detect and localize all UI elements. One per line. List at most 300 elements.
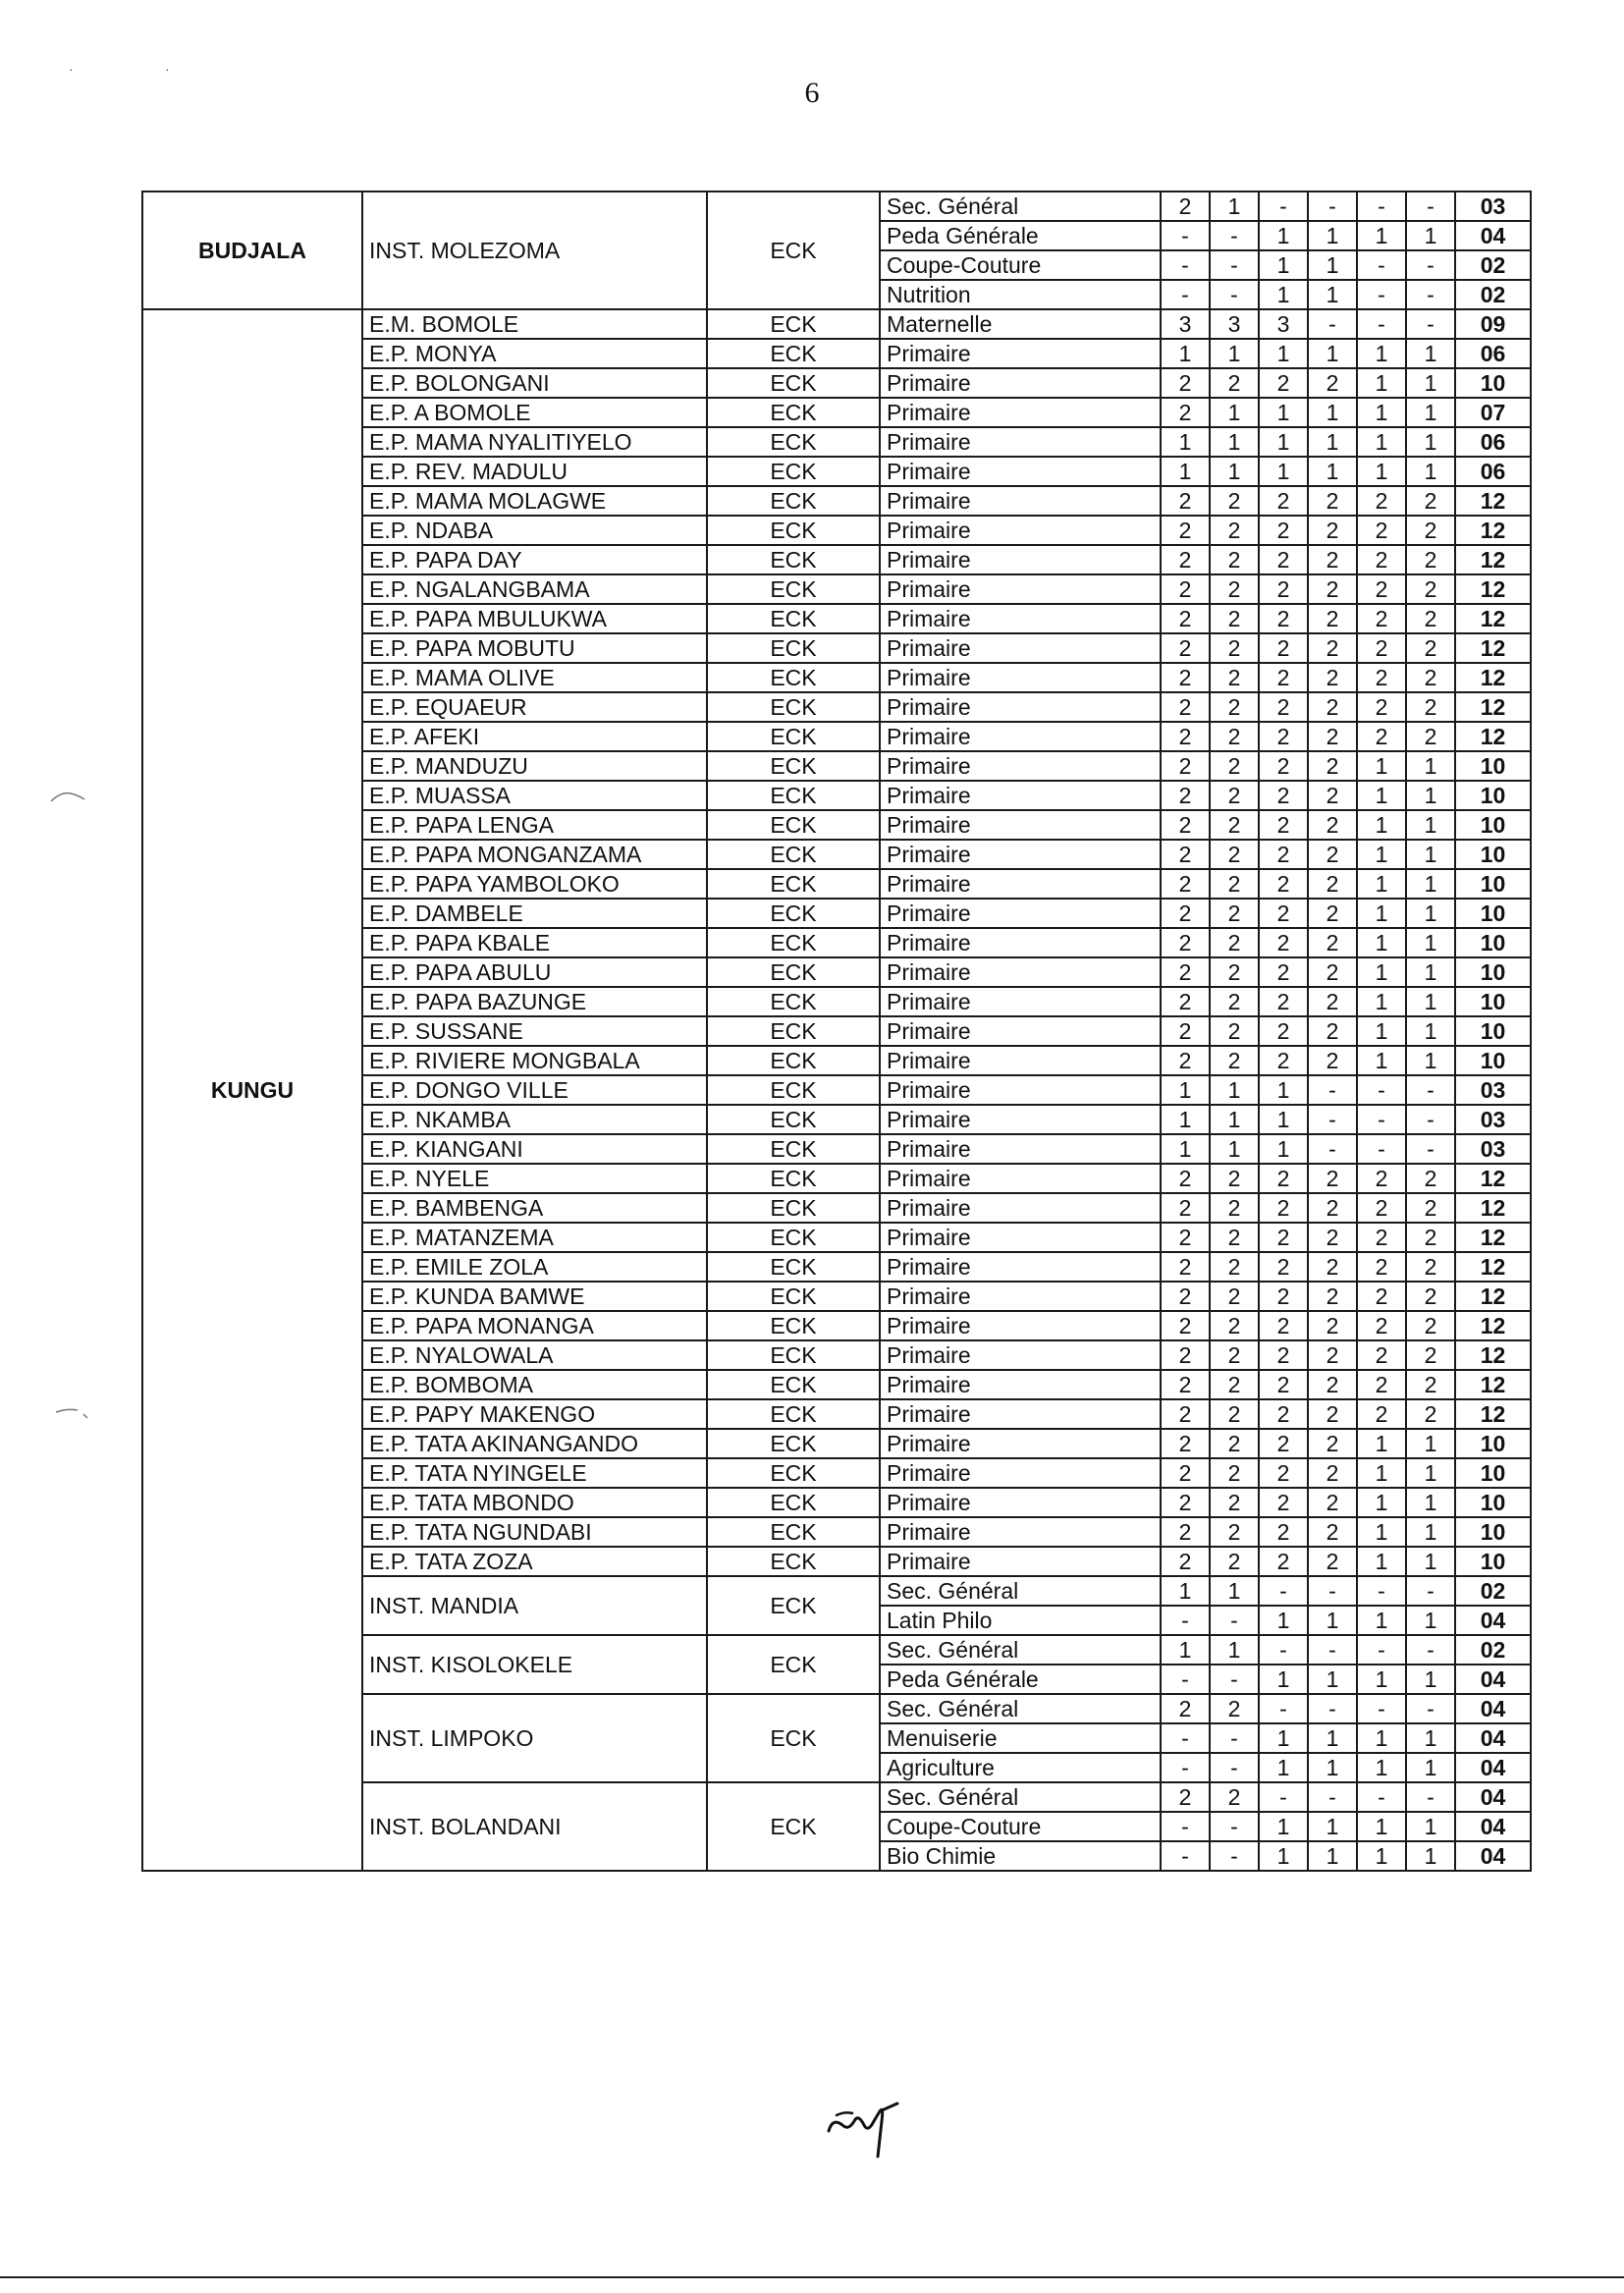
class-count-cell: 2: [1406, 1340, 1455, 1370]
class-count-cell: 2: [1161, 781, 1210, 810]
school-name-cell: E.P. DAMBELE: [362, 899, 707, 928]
option-cell: Primaire: [880, 545, 1161, 574]
school-name-cell: INST. MOLEZOMA: [362, 191, 707, 309]
class-count-cell: -: [1357, 1694, 1406, 1723]
total-cell: 03: [1455, 1105, 1531, 1134]
class-count-cell: 2: [1308, 957, 1357, 987]
class-count-cell: 1: [1210, 191, 1259, 221]
option-cell: Sec. Général: [880, 1635, 1161, 1665]
class-count-cell: -: [1308, 191, 1357, 221]
class-count-cell: 1: [1210, 1134, 1259, 1164]
regime-cell: ECK: [707, 368, 880, 398]
class-count-cell: 2: [1161, 1016, 1210, 1046]
option-cell: Primaire: [880, 1547, 1161, 1576]
class-count-cell: 1: [1357, 1547, 1406, 1576]
regime-cell: ECK: [707, 1193, 880, 1223]
regime-cell: ECK: [707, 427, 880, 457]
class-count-cell: -: [1210, 1723, 1259, 1753]
signature-initials: [823, 2092, 911, 2160]
class-count-cell: -: [1357, 1635, 1406, 1665]
class-count-cell: 2: [1210, 1782, 1259, 1812]
option-cell: Primaire: [880, 1046, 1161, 1075]
school-name-cell: E.P. NYELE: [362, 1164, 707, 1193]
class-count-cell: 1: [1406, 1517, 1455, 1547]
option-cell: Primaire: [880, 692, 1161, 722]
class-count-cell: 2: [1308, 574, 1357, 604]
class-count-cell: 1: [1308, 250, 1357, 280]
class-count-cell: 1: [1357, 1812, 1406, 1841]
class-count-cell: 1: [1210, 1635, 1259, 1665]
school-name-cell: E.P. MAMA MOLAGWE: [362, 486, 707, 516]
class-count-cell: 1: [1259, 1665, 1308, 1694]
bottom-rule: [0, 2276, 1624, 2278]
class-count-cell: 2: [1308, 1399, 1357, 1429]
option-cell: Primaire: [880, 663, 1161, 692]
total-cell: 02: [1455, 1576, 1531, 1606]
school-name-cell: E.P. EQUAEUR: [362, 692, 707, 722]
class-count-cell: 2: [1357, 545, 1406, 574]
class-count-cell: -: [1210, 1606, 1259, 1635]
class-count-cell: 1: [1357, 1723, 1406, 1753]
class-count-cell: 1: [1357, 1016, 1406, 1046]
class-count-cell: 1: [1161, 1075, 1210, 1105]
option-cell: Primaire: [880, 869, 1161, 899]
class-count-cell: 1: [1406, 339, 1455, 368]
class-count-cell: 2: [1308, 1282, 1357, 1311]
total-cell: 04: [1455, 1665, 1531, 1694]
option-cell: Primaire: [880, 840, 1161, 869]
option-cell: Primaire: [880, 899, 1161, 928]
class-count-cell: -: [1406, 1576, 1455, 1606]
class-count-cell: 2: [1259, 1370, 1308, 1399]
class-count-cell: 2: [1308, 1547, 1357, 1576]
class-count-cell: 2: [1210, 1282, 1259, 1311]
class-count-cell: 2: [1357, 1370, 1406, 1399]
option-cell: Primaire: [880, 1370, 1161, 1399]
class-count-cell: -: [1210, 221, 1259, 250]
class-count-cell: 1: [1161, 1134, 1210, 1164]
scan-speck: ·: [165, 61, 170, 77]
class-count-cell: 1: [1161, 457, 1210, 486]
class-count-cell: 2: [1161, 663, 1210, 692]
class-count-cell: 2: [1161, 751, 1210, 781]
total-cell: 12: [1455, 663, 1531, 692]
scan-speck: ·: [69, 61, 74, 77]
class-count-cell: -: [1161, 221, 1210, 250]
class-count-cell: 2: [1308, 1370, 1357, 1399]
class-count-cell: 2: [1308, 928, 1357, 957]
class-count-cell: -: [1406, 1075, 1455, 1105]
class-count-cell: 1: [1161, 1635, 1210, 1665]
class-count-cell: 2: [1161, 957, 1210, 987]
class-count-cell: 1: [1406, 751, 1455, 781]
class-count-cell: -: [1357, 191, 1406, 221]
option-cell: Menuiserie: [880, 1723, 1161, 1753]
class-count-cell: 2: [1259, 1547, 1308, 1576]
class-count-cell: 1: [1308, 1665, 1357, 1694]
class-count-cell: 1: [1357, 398, 1406, 427]
school-name-cell: E.P. MONYA: [362, 339, 707, 368]
class-count-cell: 1: [1406, 869, 1455, 899]
total-cell: 12: [1455, 692, 1531, 722]
class-count-cell: -: [1308, 1782, 1357, 1812]
class-count-cell: 2: [1161, 840, 1210, 869]
class-count-cell: 2: [1308, 1016, 1357, 1046]
class-count-cell: 1: [1406, 987, 1455, 1016]
class-count-cell: 2: [1161, 869, 1210, 899]
regime-cell: ECK: [707, 1517, 880, 1547]
total-cell: 12: [1455, 516, 1531, 545]
class-count-cell: 2: [1406, 1370, 1455, 1399]
class-count-cell: -: [1308, 1694, 1357, 1723]
class-count-cell: 1: [1259, 1075, 1308, 1105]
class-count-cell: 2: [1406, 516, 1455, 545]
class-count-cell: -: [1210, 1753, 1259, 1782]
regime-cell: ECK: [707, 191, 880, 309]
option-cell: Primaire: [880, 574, 1161, 604]
school-name-cell: E.P. MANDUZU: [362, 751, 707, 781]
class-count-cell: -: [1161, 1841, 1210, 1871]
class-count-cell: 2: [1210, 751, 1259, 781]
option-cell: Primaire: [880, 957, 1161, 987]
option-cell: Latin Philo: [880, 1606, 1161, 1635]
regime-cell: ECK: [707, 1340, 880, 1370]
class-count-cell: 1: [1357, 1606, 1406, 1635]
option-cell: Primaire: [880, 398, 1161, 427]
class-count-cell: 1: [1259, 339, 1308, 368]
school-name-cell: E.P. TATA ZOZA: [362, 1547, 707, 1576]
class-count-cell: -: [1357, 1105, 1406, 1134]
regime-cell: ECK: [707, 692, 880, 722]
class-count-cell: 1: [1406, 457, 1455, 486]
class-count-cell: -: [1161, 1723, 1210, 1753]
class-count-cell: 1: [1259, 1134, 1308, 1164]
total-cell: 04: [1455, 1606, 1531, 1635]
total-cell: 12: [1455, 1193, 1531, 1223]
class-count-cell: 2: [1161, 1223, 1210, 1252]
option-cell: Bio Chimie: [880, 1841, 1161, 1871]
class-count-cell: 2: [1161, 722, 1210, 751]
class-count-cell: 2: [1308, 1164, 1357, 1193]
class-count-cell: 1: [1357, 1458, 1406, 1488]
class-count-cell: 2: [1259, 781, 1308, 810]
class-count-cell: 1: [1357, 781, 1406, 810]
option-cell: Sec. Général: [880, 1694, 1161, 1723]
regime-cell: ECK: [707, 1223, 880, 1252]
total-cell: 10: [1455, 869, 1531, 899]
class-count-cell: 2: [1210, 1547, 1259, 1576]
class-count-cell: -: [1259, 1635, 1308, 1665]
class-count-cell: 2: [1259, 810, 1308, 840]
class-count-cell: 2: [1259, 928, 1308, 957]
class-count-cell: 2: [1210, 1399, 1259, 1429]
class-count-cell: 2: [1161, 899, 1210, 928]
class-count-cell: 2: [1259, 1517, 1308, 1547]
total-cell: 12: [1455, 1340, 1531, 1370]
school-name-cell: INST. KISOLOKELE: [362, 1635, 707, 1694]
total-cell: 04: [1455, 1694, 1531, 1723]
class-count-cell: 2: [1406, 1193, 1455, 1223]
total-cell: 10: [1455, 1488, 1531, 1517]
class-count-cell: 2: [1357, 516, 1406, 545]
class-count-cell: 1: [1308, 398, 1357, 427]
class-count-cell: -: [1259, 1782, 1308, 1812]
class-count-cell: 2: [1161, 398, 1210, 427]
class-count-cell: 2: [1161, 1488, 1210, 1517]
class-count-cell: 2: [1210, 368, 1259, 398]
regime-cell: ECK: [707, 957, 880, 987]
total-cell: 04: [1455, 1753, 1531, 1782]
regime-cell: ECK: [707, 1694, 880, 1782]
class-count-cell: 2: [1308, 692, 1357, 722]
school-name-cell: E.P. MAMA OLIVE: [362, 663, 707, 692]
class-count-cell: -: [1308, 1134, 1357, 1164]
class-count-cell: 1: [1308, 280, 1357, 309]
class-count-cell: -: [1308, 1635, 1357, 1665]
class-count-cell: 2: [1210, 1458, 1259, 1488]
class-count-cell: 2: [1210, 1370, 1259, 1399]
option-cell: Primaire: [880, 751, 1161, 781]
class-count-cell: -: [1406, 1635, 1455, 1665]
regime-cell: ECK: [707, 1134, 880, 1164]
class-count-cell: 2: [1357, 722, 1406, 751]
option-cell: Coupe-Couture: [880, 1812, 1161, 1841]
class-count-cell: -: [1406, 250, 1455, 280]
regime-cell: ECK: [707, 1370, 880, 1399]
regime-cell: ECK: [707, 722, 880, 751]
class-count-cell: -: [1259, 1694, 1308, 1723]
regime-cell: ECK: [707, 457, 880, 486]
class-count-cell: 2: [1308, 751, 1357, 781]
class-count-cell: 2: [1210, 722, 1259, 751]
class-count-cell: 2: [1406, 486, 1455, 516]
option-cell: Primaire: [880, 1193, 1161, 1223]
class-count-cell: 1: [1406, 840, 1455, 869]
class-count-cell: 1: [1406, 1841, 1455, 1871]
option-cell: Primaire: [880, 1016, 1161, 1046]
total-cell: 10: [1455, 751, 1531, 781]
class-count-cell: 2: [1210, 516, 1259, 545]
school-name-cell: E.P. NKAMBA: [362, 1105, 707, 1134]
option-cell: Primaire: [880, 1075, 1161, 1105]
regime-cell: ECK: [707, 1399, 880, 1429]
class-count-cell: 2: [1259, 604, 1308, 633]
class-count-cell: 1: [1357, 1665, 1406, 1694]
class-count-cell: 2: [1308, 869, 1357, 899]
class-count-cell: 1: [1406, 899, 1455, 928]
class-count-cell: 2: [1161, 987, 1210, 1016]
class-count-cell: 2: [1210, 1046, 1259, 1075]
class-count-cell: 1: [1259, 221, 1308, 250]
class-count-cell: 1: [1406, 398, 1455, 427]
total-cell: 06: [1455, 457, 1531, 486]
total-cell: 04: [1455, 1723, 1531, 1753]
total-cell: 04: [1455, 1841, 1531, 1871]
class-count-cell: 2: [1406, 604, 1455, 633]
total-cell: 10: [1455, 810, 1531, 840]
class-count-cell: 2: [1161, 1429, 1210, 1458]
class-count-cell: 2: [1210, 1429, 1259, 1458]
class-count-cell: 2: [1161, 1193, 1210, 1223]
class-count-cell: -: [1210, 250, 1259, 280]
class-count-cell: 2: [1210, 604, 1259, 633]
class-count-cell: 2: [1210, 633, 1259, 663]
total-cell: 10: [1455, 781, 1531, 810]
class-count-cell: 2: [1161, 368, 1210, 398]
total-cell: 04: [1455, 1812, 1531, 1841]
class-count-cell: 2: [1210, 1311, 1259, 1340]
option-cell: Primaire: [880, 1164, 1161, 1193]
class-count-cell: 1: [1357, 928, 1406, 957]
regime-cell: ECK: [707, 604, 880, 633]
option-cell: Sec. Général: [880, 1576, 1161, 1606]
class-count-cell: 2: [1308, 1193, 1357, 1223]
class-count-cell: 1: [1308, 1606, 1357, 1635]
option-cell: Primaire: [880, 987, 1161, 1016]
regime-cell: ECK: [707, 339, 880, 368]
school-name-cell: INST. BOLANDANI: [362, 1782, 707, 1871]
class-count-cell: 2: [1308, 722, 1357, 751]
option-cell: Primaire: [880, 486, 1161, 516]
class-count-cell: -: [1406, 1134, 1455, 1164]
class-count-cell: 2: [1259, 1046, 1308, 1075]
total-cell: 04: [1455, 221, 1531, 250]
class-count-cell: 1: [1406, 1458, 1455, 1488]
regime-cell: ECK: [707, 840, 880, 869]
school-name-cell: E.P. NYALOWALA: [362, 1340, 707, 1370]
class-count-cell: 2: [1259, 692, 1308, 722]
class-count-cell: 2: [1308, 545, 1357, 574]
class-count-cell: 3: [1259, 309, 1308, 339]
class-count-cell: 2: [1406, 722, 1455, 751]
table-body: [142, 191, 1531, 1871]
class-count-cell: -: [1406, 280, 1455, 309]
class-count-cell: 2: [1406, 1223, 1455, 1252]
class-count-cell: 2: [1210, 1193, 1259, 1223]
class-count-cell: 1: [1259, 1841, 1308, 1871]
class-count-cell: 2: [1308, 840, 1357, 869]
option-cell: Primaire: [880, 1105, 1161, 1134]
class-count-cell: 2: [1161, 1340, 1210, 1370]
school-name-cell: E.P. PAPA MOBUTU: [362, 633, 707, 663]
class-count-cell: 1: [1357, 899, 1406, 928]
regime-cell: ECK: [707, 1252, 880, 1282]
class-count-cell: 2: [1161, 574, 1210, 604]
zone-cell: KUNGU: [142, 309, 362, 1871]
class-count-cell: 1: [1357, 751, 1406, 781]
school-name-cell: E.P. EMILE ZOLA: [362, 1252, 707, 1282]
total-cell: 10: [1455, 1046, 1531, 1075]
class-count-cell: 1: [1406, 1606, 1455, 1635]
class-count-cell: 2: [1259, 987, 1308, 1016]
class-count-cell: 1: [1259, 457, 1308, 486]
school-name-cell: E.P. PAPY MAKENGO: [362, 1399, 707, 1429]
option-cell: Maternelle: [880, 309, 1161, 339]
class-count-cell: -: [1210, 280, 1259, 309]
class-count-cell: 1: [1406, 1016, 1455, 1046]
class-count-cell: 2: [1210, 1694, 1259, 1723]
total-cell: 10: [1455, 957, 1531, 987]
class-count-cell: 2: [1357, 1282, 1406, 1311]
school-name-cell: E.P. TATA NYINGELE: [362, 1458, 707, 1488]
total-cell: 12: [1455, 604, 1531, 633]
school-name-cell: E.M. BOMOLE: [362, 309, 707, 339]
regime-cell: ECK: [707, 1105, 880, 1134]
school-name-cell: E.P. MATANZEMA: [362, 1223, 707, 1252]
class-count-cell: 2: [1406, 1399, 1455, 1429]
class-count-cell: 2: [1308, 1429, 1357, 1458]
class-count-cell: -: [1259, 1576, 1308, 1606]
class-count-cell: 3: [1161, 309, 1210, 339]
class-count-cell: 1: [1357, 1517, 1406, 1547]
class-count-cell: 2: [1161, 1164, 1210, 1193]
class-count-cell: 2: [1406, 633, 1455, 663]
class-count-cell: -: [1308, 1576, 1357, 1606]
class-count-cell: -: [1210, 1812, 1259, 1841]
school-name-cell: E.P. PAPA KBALE: [362, 928, 707, 957]
class-count-cell: 1: [1406, 1429, 1455, 1458]
total-cell: 12: [1455, 545, 1531, 574]
class-count-cell: 1: [1406, 1665, 1455, 1694]
class-count-cell: 1: [1406, 427, 1455, 457]
class-count-cell: -: [1357, 1576, 1406, 1606]
margin-mark: [49, 786, 88, 805]
regime-cell: ECK: [707, 1075, 880, 1105]
school-name-cell: E.P. NGALANGBAMA: [362, 574, 707, 604]
table-row: [142, 191, 1531, 221]
total-cell: 10: [1455, 840, 1531, 869]
class-count-cell: 2: [1308, 633, 1357, 663]
class-count-cell: 2: [1210, 781, 1259, 810]
total-cell: 10: [1455, 928, 1531, 957]
total-cell: 06: [1455, 427, 1531, 457]
class-count-cell: -: [1357, 1075, 1406, 1105]
class-count-cell: 1: [1357, 427, 1406, 457]
total-cell: 12: [1455, 1223, 1531, 1252]
class-count-cell: 2: [1259, 545, 1308, 574]
regime-cell: ECK: [707, 1458, 880, 1488]
class-count-cell: 2: [1259, 1016, 1308, 1046]
school-name-cell: E.P. PAPA YAMBOLOKO: [362, 869, 707, 899]
class-count-cell: 1: [1161, 1576, 1210, 1606]
class-count-cell: 1: [1210, 1075, 1259, 1105]
class-count-cell: 2: [1308, 781, 1357, 810]
option-cell: Primaire: [880, 1517, 1161, 1547]
regime-cell: ECK: [707, 309, 880, 339]
total-cell: 12: [1455, 1399, 1531, 1429]
total-cell: 03: [1455, 191, 1531, 221]
class-count-cell: 2: [1308, 663, 1357, 692]
class-count-cell: 2: [1259, 869, 1308, 899]
class-count-cell: 2: [1161, 810, 1210, 840]
option-cell: Primaire: [880, 1252, 1161, 1282]
class-count-cell: 1: [1357, 810, 1406, 840]
regime-cell: ECK: [707, 869, 880, 899]
class-count-cell: 1: [1357, 339, 1406, 368]
class-count-cell: -: [1210, 1841, 1259, 1871]
option-cell: Primaire: [880, 604, 1161, 633]
class-count-cell: 1: [1357, 840, 1406, 869]
option-cell: Primaire: [880, 810, 1161, 840]
class-count-cell: 2: [1161, 928, 1210, 957]
school-name-cell: E.P. RIVIERE MONGBALA: [362, 1046, 707, 1075]
class-count-cell: 2: [1259, 368, 1308, 398]
class-count-cell: -: [1357, 1134, 1406, 1164]
regime-cell: ECK: [707, 574, 880, 604]
school-name-cell: E.P. MAMA NYALITIYELO: [362, 427, 707, 457]
class-count-cell: 2: [1357, 692, 1406, 722]
class-count-cell: 1: [1357, 987, 1406, 1016]
